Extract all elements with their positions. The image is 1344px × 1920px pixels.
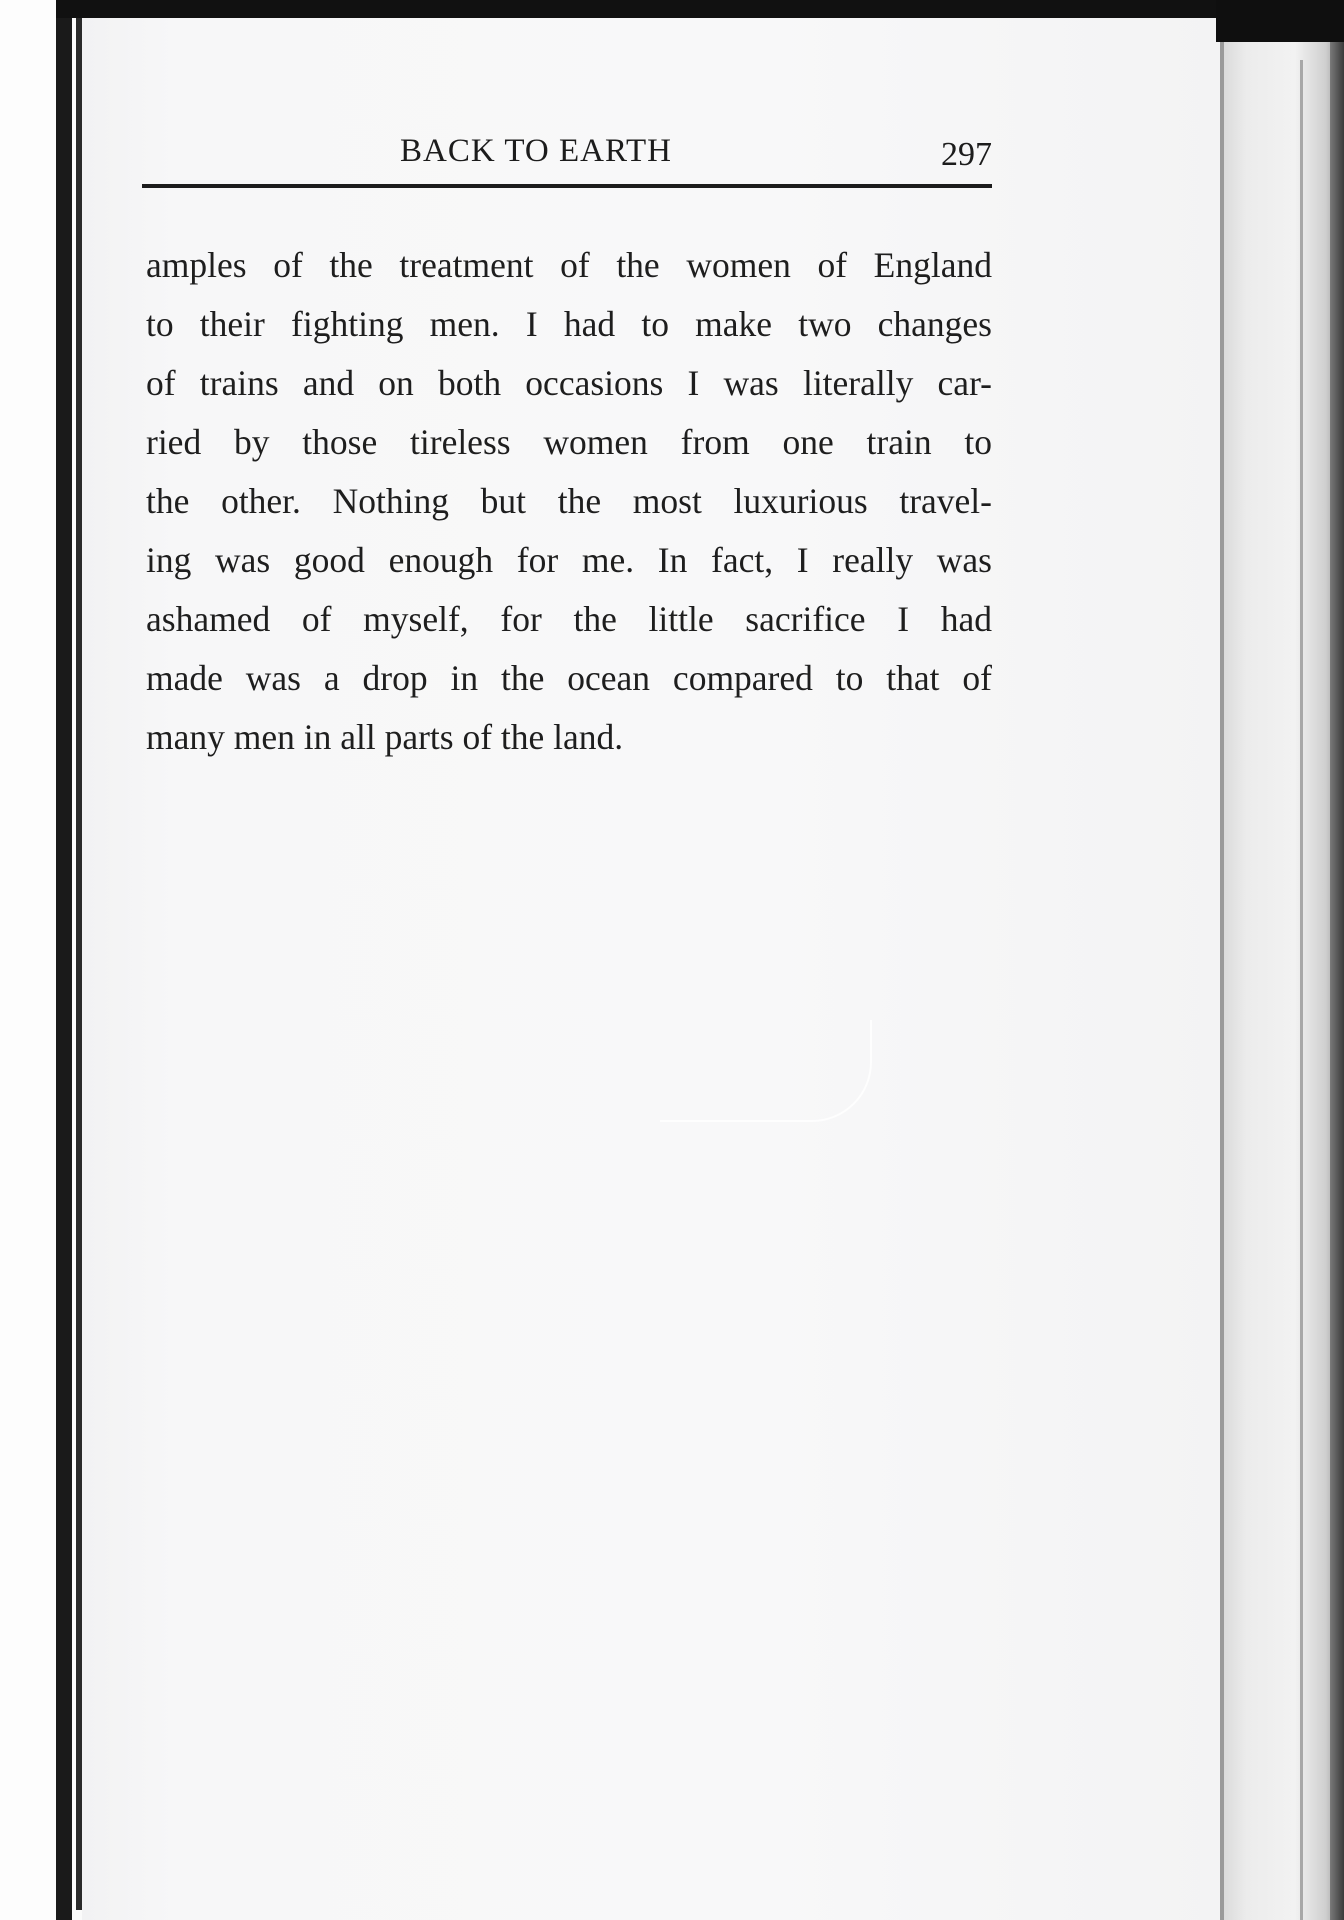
page-edge-line — [1300, 60, 1303, 1920]
top-edge-strip — [56, 0, 1344, 18]
running-head — [142, 133, 992, 183]
page-number: 297 — [941, 136, 992, 173]
body-paragraph — [146, 236, 992, 767]
text-line: to their fighting men. I had to make two changes — [146, 304, 992, 344]
text-line: amples of the treatment of the women of England — [146, 245, 992, 285]
text-line: ried by those tireless women from one train to — [146, 422, 992, 462]
text-line: ashamed of myself, for the little sacrifice I had — [146, 599, 992, 639]
cover-edge — [1330, 40, 1344, 1920]
text-line: of trains and on both occasions I was literally car- — [146, 363, 992, 403]
text-line: ing was good enough for me. In fact, I really was — [146, 540, 992, 580]
book-gutter — [56, 0, 72, 1920]
text-line: made was a drop in the ocean compared to that of — [146, 658, 992, 698]
running-head-title: BACK TO EARTH — [400, 133, 672, 169]
header-rule — [142, 184, 992, 188]
text-line: many men in all parts of the land. — [146, 717, 624, 757]
text-line: the other. Nothing but the most luxurious travel- — [146, 481, 992, 521]
left-margin — [0, 0, 56, 1920]
top-right-dark-corner — [1216, 0, 1344, 42]
page-edge-line — [1220, 40, 1224, 1920]
right-page-edges — [1222, 42, 1344, 1920]
scan-artifact — [660, 1020, 872, 1122]
